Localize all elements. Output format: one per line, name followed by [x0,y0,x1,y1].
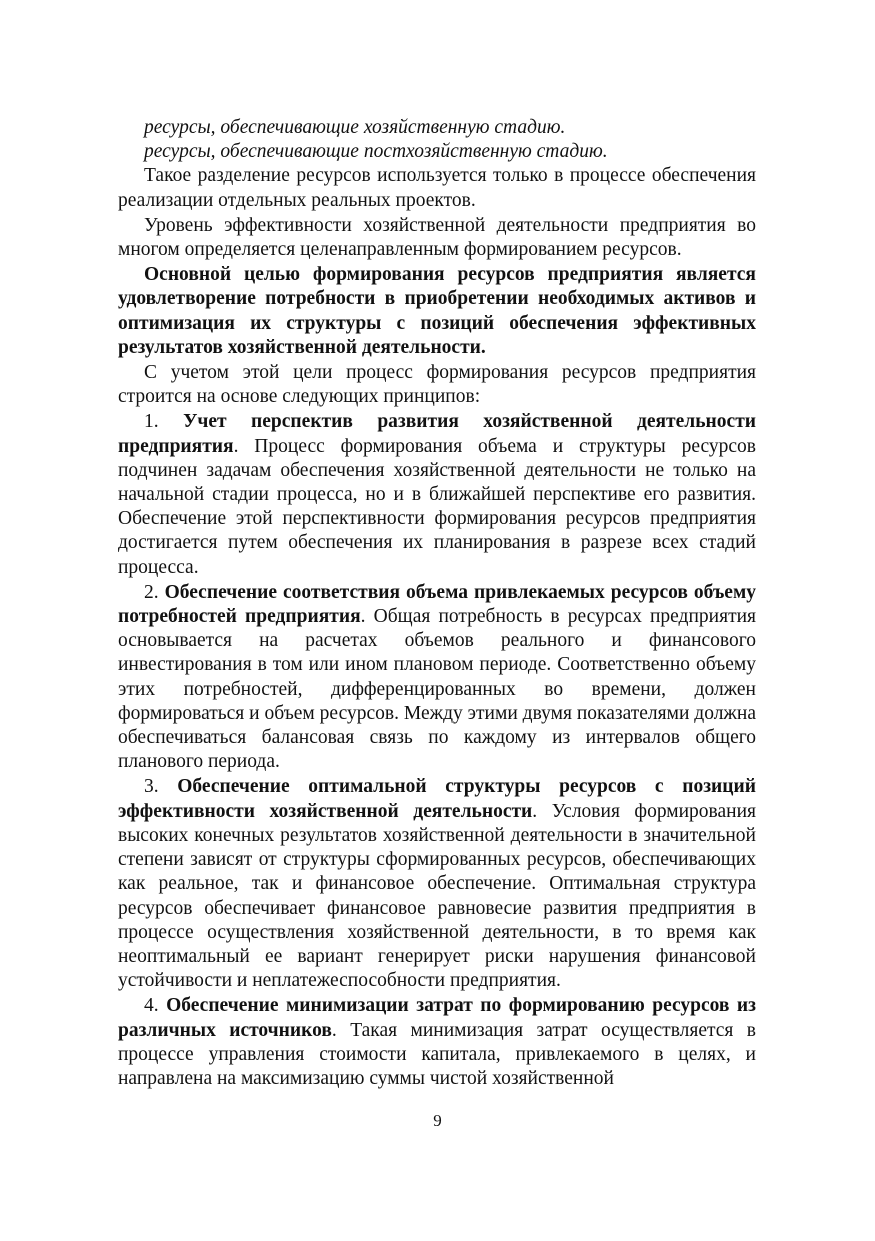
principle-title: Обеспечение оптимальной структуры ресурсов с позиций эффективности хозяйственной деятельности [118,776,756,822]
italic-list-line: ресурсы, обеспечивающие постхозяйственную стадию. [144,141,608,163]
principle-number: 2. [144,581,159,603]
principle-text: . Общая потребность в ресурсах предприятия основывается на расчетах объемов реального и финансового инвестирования в том или ином плановом периоде. Соответственно объему этих потребностей, дифференцированных во времени, должен формироваться и объем ресурсов. Между этими двумя показателями должна обеспечиваться балансовая связь по каждому из интервалов общего планового периода. [118,606,756,773]
principle-number: 4. [144,995,159,1017]
document-page [118,116,756,1091]
page-number: 9 [433,1111,442,1130]
principle-number: 1. [144,411,159,433]
principle-text: . Такая минимизация затрат осуществляется в процессе управления стоимости капитала, привлекаемого в целях, и направлена на максимизацию суммы чистой хозяйственной [118,1019,756,1089]
italic-list-line: ресурсы, обеспечивающие хозяйственную стадию. [144,117,566,138]
principle-text: . Процесс формирования объема и структуры ресурсов подчинен задачам обеспечения хозяйственной деятельности не только на начальной стадии процесса, но и в ближайшей перспективе его развития. Обеспечение этой перспективности формирования ресурсов предприятия достигается путем обеспечения их планирования в разрезе всех стадий процесса. [118,435,756,578]
principle-item [118,581,756,775]
goal-statement: Основной целью формирования ресурсов предприятия является удовлетворение потребности в приобретении необходимых активов и оптимизация их структуры с позиций обеспечения эффективных результатов хозяйственной деятельности. [118,264,756,358]
principle-title: Обеспечение минимизации затрат по формированию ресурсов из различных источников [118,995,757,1041]
principle-item [118,994,756,1091]
principle-title: Учет перспектив развития хозяйственной деятельности предприятия [118,411,757,457]
body-paragraph: Уровень эффективности хозяйственной деятельности предприятия во многом определяется целенаправленным формированием ресурсов. [118,214,756,261]
principle-item [118,775,756,993]
principle-text: . Условия формирования высоких конечных результатов хозяйственной деятельности в значительной степени зависят от структуры сформированных ресурсов, обеспечивающих как реальное, так и финансовое обеспечение. Оптимальная структура ресурсов обеспечивает финансовое равновесие развития предприятия в процессе осуществления хозяйственной деятельности, в то время как неоптимальный ее вариант генерирует риски нарушения финансовой устойчивости и неплатежеспособности предприятия. [118,800,756,992]
body-paragraph: Такое разделение ресурсов используется только в процессе обеспечения реализации отдельных реальных проектов. [118,165,756,211]
principle-item [118,410,756,579]
principle-title: Обеспечение соответствия объема привлекаемых ресурсов объему потребностей предприятия [118,581,756,628]
principle-number: 3. [144,776,159,798]
principles-intro: С учетом этой цели процесс формирования ресурсов предприятия строится на основе следующих принципов: [118,362,756,408]
